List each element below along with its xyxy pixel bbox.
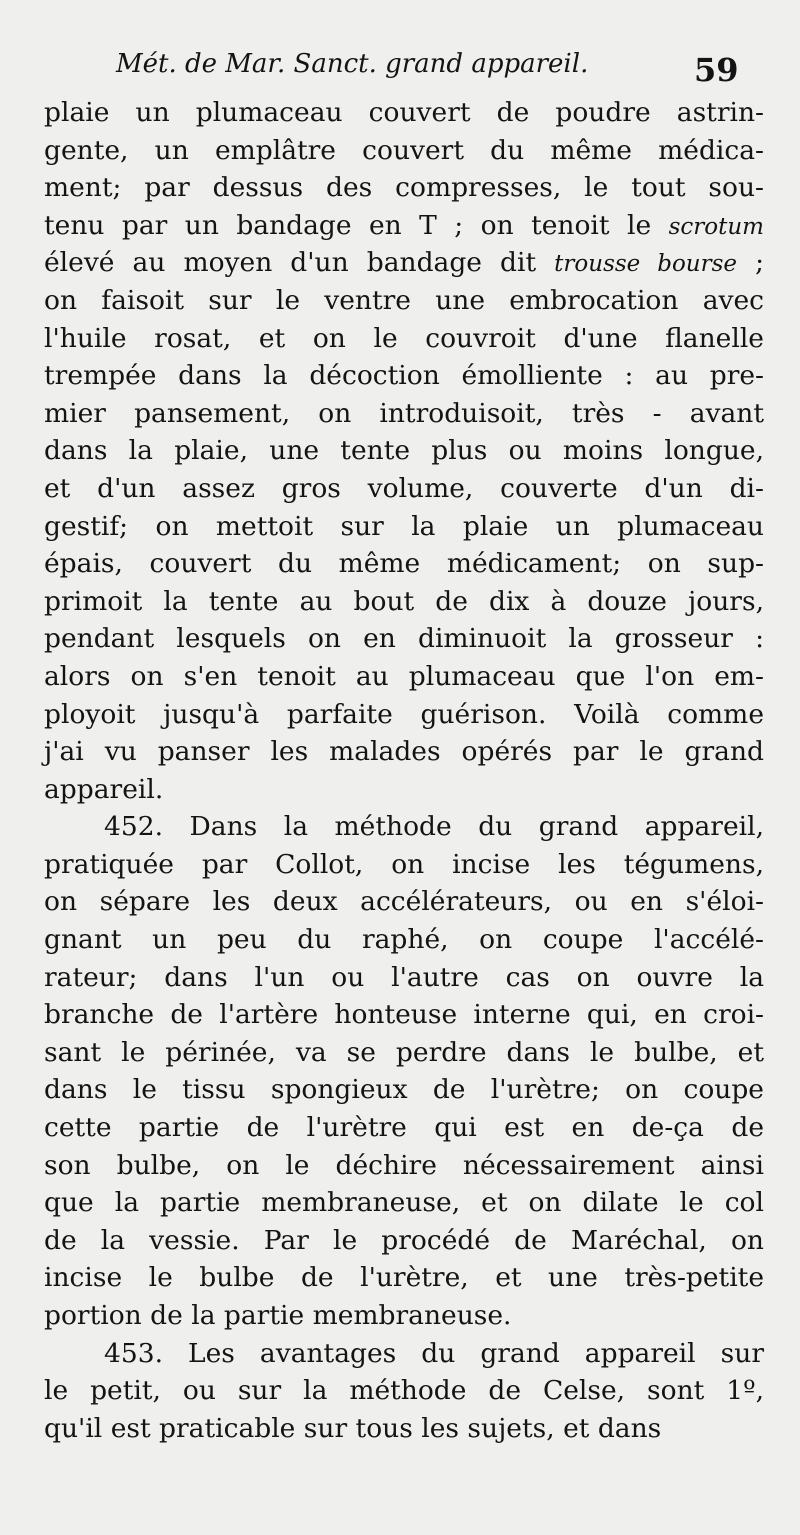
text-segment: tenu par un bandage en T ; on tenoit le	[44, 209, 669, 241]
text-line: portion de la partie membraneuse.	[44, 1300, 512, 1331]
text-line: épais, couvert du même médicament; on sup-	[44, 548, 764, 580]
text-line: trempée dans la décoction émolliente : au pre-	[44, 360, 764, 392]
text-line: on faisoit sur le ventre une embrocation avec	[44, 284, 764, 316]
latin-term: scrotum	[668, 213, 764, 240]
text-line: pendant lesquels on en diminuoit la grosseur :	[44, 623, 764, 655]
text-line: dans le tissu spongieux de l'urètre; on coupe	[44, 1074, 764, 1106]
latin-term: trousse bourse	[554, 251, 738, 278]
text-line: on sépare les deux accélérateurs, ou en s'éloi-	[44, 886, 764, 918]
text-line: sant le périnée, va se perdre dans le bulbe, et	[44, 1036, 764, 1068]
text-line: et d'un assez gros volume, couverte d'un di-	[44, 472, 764, 504]
text-line: de la vessie. Par le procédé de Maréchal, on	[44, 1224, 764, 1256]
text-line: dans la plaie, une tente plus ou moins longue,	[44, 435, 764, 467]
text-line: 453. Les avantages du grand appareil sur	[104, 1337, 764, 1369]
text-segment: ;	[737, 247, 764, 279]
text-line: 452. Dans la méthode du grand appareil,	[104, 811, 764, 843]
text-line: ployoit jusqu'à parfaite guérison. Voilà comme	[44, 698, 764, 730]
text-line: branche de l'artère honteuse interne qui, en croi-	[44, 999, 764, 1031]
body-text	[44, 94, 764, 1447]
text-line: le petit, ou sur la méthode de Celse, sont 1º,	[44, 1375, 764, 1407]
text-line: primoit la tente au bout de dix à douze jours,	[44, 585, 764, 617]
text-line: j'ai vu panser les malades opérés par le grand	[44, 736, 764, 768]
text-line: gestif; on mettoit sur la plaie un plumaceau	[44, 510, 764, 542]
text-line: gente, un emplâtre couvert du même médica-	[44, 134, 764, 166]
text-line	[44, 207, 764, 245]
text-line	[44, 244, 764, 282]
text-line: gnant un peu du raphé, on coupe l'accélé-	[44, 924, 764, 956]
text-line: incise le bulbe de l'urètre, et une très-petite	[44, 1262, 764, 1294]
text-line: appareil.	[44, 773, 164, 805]
text-line: pratiquée par Collot, on incise les tégumens,	[44, 848, 764, 880]
running-header: Mét. de Mar. Sanct. grand appareil.	[116, 49, 589, 79]
page-number: 59	[694, 51, 739, 89]
text-line: plaie un plumaceau couvert de poudre astrin-	[44, 97, 764, 128]
text-segment: élevé au moyen d'un bandage dit	[44, 247, 555, 279]
text-line: alors on s'en tenoit au plumaceau que l'on em-	[44, 660, 764, 692]
text-line: ment; par dessus des compresses, le tout sou-	[44, 172, 764, 204]
text-line: que la partie membraneuse, et on dilate le col	[44, 1187, 764, 1219]
text-line: mier pansement, on introduisoit, très - avant	[44, 397, 764, 429]
text-line: l'huile rosat, et on le couvroit d'une flanelle	[44, 322, 764, 354]
text-line: qu'il est praticable sur tous les sujets, et dans	[44, 1412, 662, 1444]
text-line: rateur; dans l'un ou l'autre cas on ouvre la	[44, 961, 764, 993]
text-line: son bulbe, on le déchire nécessairement ainsi	[44, 1149, 764, 1181]
text-line: cette partie de l'urètre qui est en de-ça de	[44, 1112, 764, 1144]
